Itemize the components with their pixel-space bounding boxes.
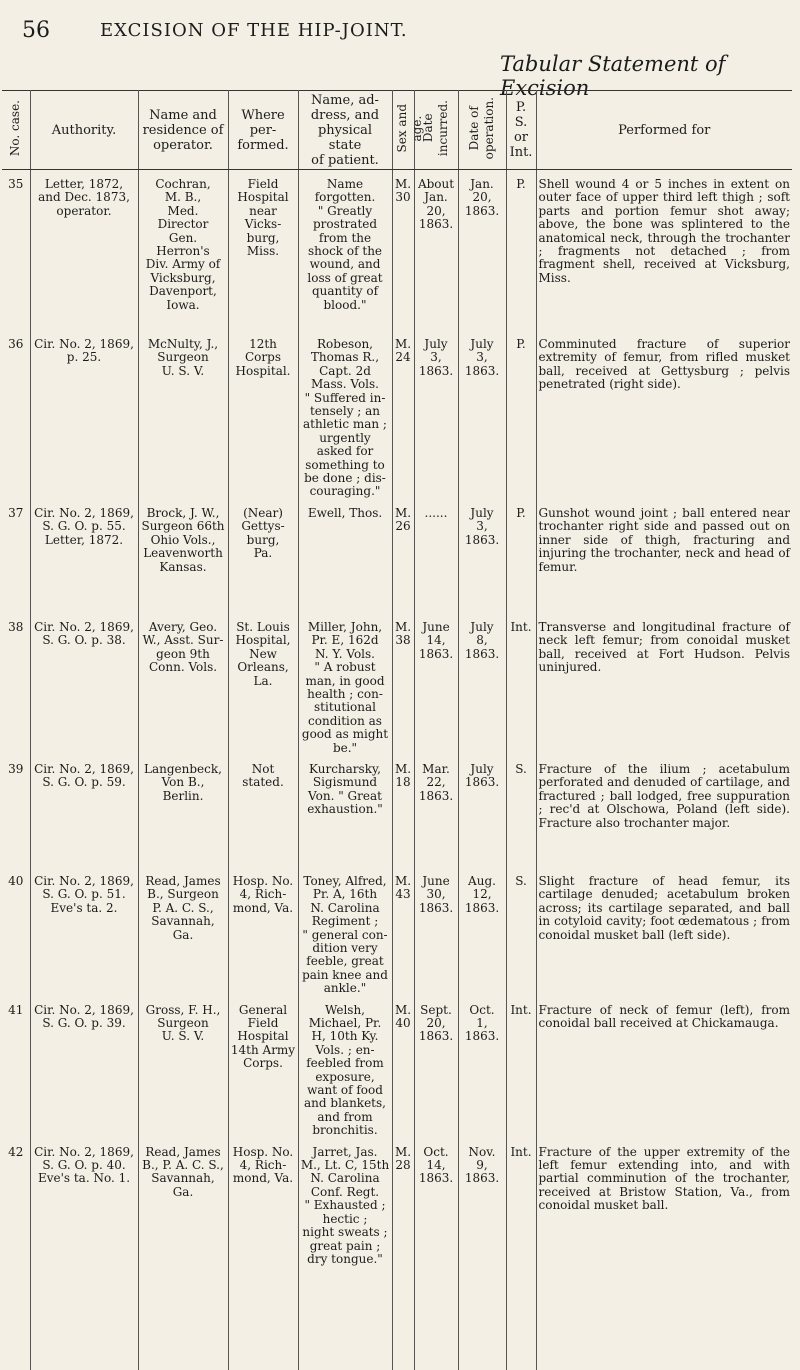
case-number: 35 <box>2 170 30 331</box>
date-incurred-cell: July 3, 1863. <box>414 330 458 499</box>
header-performed-for: Performed for <box>536 91 792 170</box>
type-cell: Int. <box>506 1138 536 1370</box>
performed-for-cell: Slight fracture of head femur, its cartilage denuded; acetabulum broken across; its cartilage separated, and ball in cotyloid cavity; foot œdematous ; from conoidal musket ball (left side). <box>538 873 790 942</box>
date-incurred-cell: ...... <box>414 499 458 613</box>
date-incurred-cell: June 14, 1863. <box>414 613 458 755</box>
type-cell: Int. <box>506 613 536 755</box>
table-row <box>2 499 792 613</box>
type-cell: S. <box>506 755 536 867</box>
patient-cell: Welsh, Michael, Pr. H, 10th Ky. Vols. ; en- feebled from exposure, want of food and blankets, and from bronchitis. <box>298 996 392 1138</box>
table-row <box>2 613 792 755</box>
operator-cell: Avery, Geo. W., Asst. Sur- geon 9th Conn. Vols. <box>138 613 228 755</box>
performed-for-cell: Fracture of the upper extremity of the left femur extending into, and with partial comminution of the trochanter, received at Bristow Station, Va., from conoidal musket ball. <box>538 1144 790 1213</box>
where-cell: 12th Corps Hospital. <box>228 330 298 499</box>
where-cell: Not stated. <box>228 755 298 867</box>
date-incurred-cell: Oct. 14, 1863. <box>414 1138 458 1370</box>
where-cell: General Field Hospital 14th Army Corps. <box>228 996 298 1138</box>
patient-cell: Jarret, Jas. M., Lt. C, 15th N. Carolina Conf. Regt. " Exhausted ; hectic ; night sweats ; great pain ; dry tongue." <box>298 1138 392 1370</box>
authority-cell: Cir. No. 2, 1869, S. G. O. p. 39. <box>30 996 138 1138</box>
case-number: 37 <box>2 499 30 613</box>
date-operation-cell: July 3, 1863. <box>458 499 506 613</box>
header-operator: Name and residence of operator. <box>138 91 228 170</box>
header-date-incurred: Date incurred. <box>414 91 458 170</box>
operator-cell: Cochran, M. B., Med. Director Gen. Herron's Div. Army of Vicksburg, Davenport, Iowa. <box>138 170 228 331</box>
header-where: Where per- formed. <box>228 91 298 170</box>
operator-cell: Read, James B., Surgeon P. A. C. S., Savannah, Ga. <box>138 867 228 996</box>
patient-cell: Miller, John, Pr. E, 162d N. Y. Vols. " A robust man, in good health ; con- stitutional condition as good as might be." <box>298 613 392 755</box>
table-row <box>2 996 792 1138</box>
authority-cell: Cir. No. 2, 1869, S. G. O. p. 55. Letter, 1872. <box>30 499 138 613</box>
date-incurred-cell: Sept. 20, 1863. <box>414 996 458 1138</box>
table-header-row <box>2 91 792 170</box>
running-head: EXCISION OF THE HIP-JOINT. <box>100 20 408 41</box>
date-incurred-cell: June 30, 1863. <box>414 867 458 996</box>
date-operation-cell: Aug. 12, 1863. <box>458 867 506 996</box>
excision-table <box>2 90 792 1370</box>
sex-age-cell: M. 18 <box>392 755 414 867</box>
type-cell: S. <box>506 867 536 996</box>
header-authority: Authority. <box>30 91 138 170</box>
where-cell: (Near) Gettys- burg, Pa. <box>228 499 298 613</box>
authority-cell: Cir. No. 2, 1869, S. G. O. p. 40. Eve's ta. No. 1. <box>30 1138 138 1370</box>
date-operation-cell: July 1863. <box>458 755 506 867</box>
patient-cell: Name forgotten. " Greatly prostrated from the shock of the wound, and loss of great quantity of blood." <box>298 170 392 331</box>
operator-cell: Langenbeck, Von B., Berlin. <box>138 755 228 867</box>
table-subtitle: Tabular Statement of Excision <box>500 52 726 100</box>
patient-cell: Robeson, Thomas R., Capt. 2d Mass. Vols. " Suffered in- tensely ; an athletic man ; urgently asked for something to be done ; dis- couraging." <box>298 330 392 499</box>
table-row <box>2 867 792 996</box>
sex-age-cell: M. 26 <box>392 499 414 613</box>
authority-cell: Cir. No. 2, 1869, S. G. O. p. 38. <box>30 613 138 755</box>
table-row <box>2 755 792 867</box>
patient-cell: Toney, Alfred, Pr. A, 16th N. Carolina Regiment ; " general con- dition very feeble, great pain knee and ankle." <box>298 867 392 996</box>
table-row <box>2 170 792 331</box>
header-date-operation: Date of operation. <box>458 91 506 170</box>
header-case: No. case. <box>2 91 30 170</box>
sex-age-cell: M. 28 <box>392 1138 414 1370</box>
type-cell: P. <box>506 330 536 499</box>
operator-cell: Brock, J. W., Surgeon 66th Ohio Vols., Leavenworth Kansas. <box>138 499 228 613</box>
case-number: 41 <box>2 996 30 1138</box>
patient-cell: Ewell, Thos. <box>298 499 392 613</box>
authority-cell: Letter, 1872, and Dec. 1873, operator. <box>30 170 138 331</box>
type-cell: P. <box>506 499 536 613</box>
case-number: 38 <box>2 613 30 755</box>
date-operation-cell: Nov. 9, 1863. <box>458 1138 506 1370</box>
performed-for-cell: Comminuted fracture of superior extremity of femur, from rifled musket ball, received at Gettysburg ; pelvis penetrated (right side). <box>538 337 790 392</box>
header-sex-age: Sex and age. <box>392 91 414 170</box>
patient-cell: Kurcharsky, Sigismund Von. " Great exhaustion." <box>298 755 392 867</box>
performed-for-cell: Fracture of neck of femur (left), from conoidal ball received at Chickamauga. <box>538 1002 790 1030</box>
sex-age-cell: M. 40 <box>392 996 414 1138</box>
authority-cell: Cir. No. 2, 1869, S. G. O. p. 59. <box>30 755 138 867</box>
sex-age-cell: M. 38 <box>392 613 414 755</box>
sex-age-cell: M. 24 <box>392 330 414 499</box>
case-number: 42 <box>2 1138 30 1370</box>
where-cell: Hosp. No. 4, Rich- mond, Va. <box>228 1138 298 1370</box>
sex-age-cell: M. 43 <box>392 867 414 996</box>
where-cell: St. Louis Hospital, New Orleans, La. <box>228 613 298 755</box>
where-cell: Hosp. No. 4, Rich- mond, Va. <box>228 867 298 996</box>
date-incurred-cell: About Jan. 20, 1863. <box>414 170 458 331</box>
table-row <box>2 1138 792 1370</box>
case-number: 40 <box>2 867 30 996</box>
authority-cell: Cir. No. 2, 1869, S. G. O. p. 51. Eve's ta. 2. <box>30 867 138 996</box>
performed-for-cell: Shell wound 4 or 5 inches in extent on outer face of upper third left thigh ; soft parts and portion femur shot away; above, the bone was splintered to the anatomical neck, through the trochanter ; fragments not detached ; from fragment shell, received at Vicksburg, Miss. <box>538 177 790 285</box>
date-operation-cell: Oct. 1, 1863. <box>458 996 506 1138</box>
type-cell: P. <box>506 170 536 331</box>
case-number: 36 <box>2 330 30 499</box>
table-row <box>2 330 792 499</box>
header-patient: Name, ad- dress, and physical state of patient. <box>298 91 392 170</box>
performed-for-cell: Fracture of the ilium ; acetabulum perforated and denuded of cartilage, and fractured ; ball lodged, free suppuration ; rec'd at Olschowa, Poland (left side). Fracture also trochanter major. <box>538 761 790 830</box>
performed-for-cell: Gunshot wound joint ; ball entered near trochanter right side and passed out on inner side of thigh, fracturing and injuring the trochanter, neck and head of femur. <box>538 505 790 574</box>
performed-for-cell: Transverse and longitudinal fracture of neck left femur; from conoidal musket ball, received at Fort Hudson. Pelvis uninjured. <box>538 619 790 675</box>
date-operation-cell: July 3, 1863. <box>458 330 506 499</box>
date-operation-cell: Jan. 20, 1863. <box>458 170 506 331</box>
date-incurred-cell: Mar. 22, 1863. <box>414 755 458 867</box>
operator-cell: Gross, F. H., Surgeon U. S. V. <box>138 996 228 1138</box>
where-cell: Field Hospital near Vicks- burg, Miss. <box>228 170 298 331</box>
page-number: 56 <box>22 18 50 43</box>
type-cell: Int. <box>506 996 536 1138</box>
sex-age-cell: M. 30 <box>392 170 414 331</box>
header-type: P. S. or Int. <box>506 91 536 170</box>
authority-cell: Cir. No. 2, 1869, p. 25. <box>30 330 138 499</box>
date-operation-cell: July 8, 1863. <box>458 613 506 755</box>
operator-cell: McNulty, J., Surgeon U. S. V. <box>138 330 228 499</box>
case-number: 39 <box>2 755 30 867</box>
operator-cell: Read, James B., P. A. C. S., Savannah, Ga. <box>138 1138 228 1370</box>
